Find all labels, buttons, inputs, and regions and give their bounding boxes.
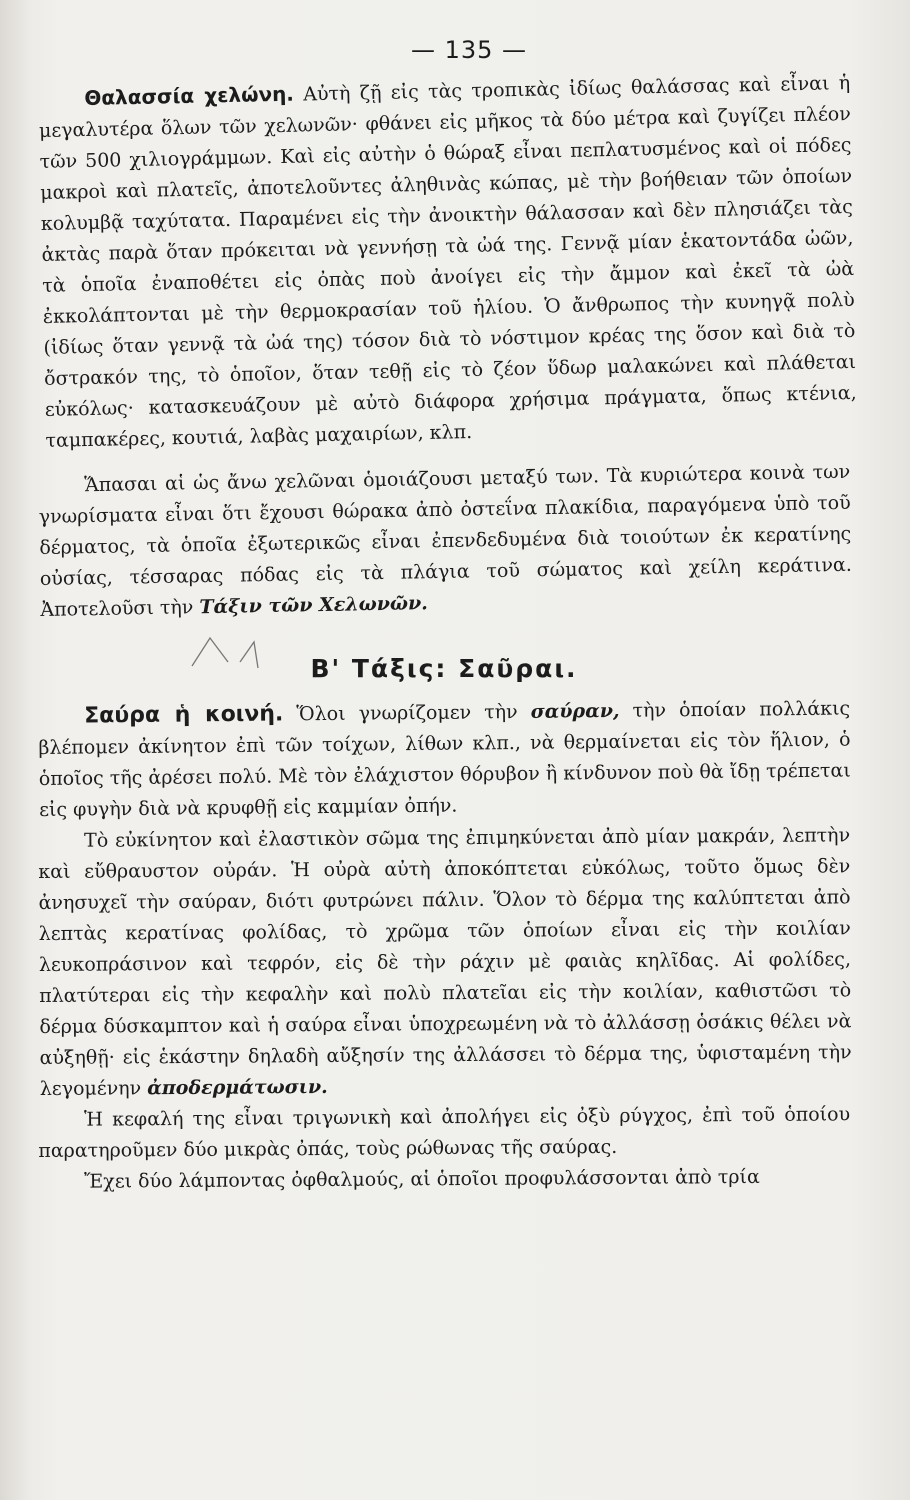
lizard-term: σαύραν,: [530, 699, 620, 723]
common-lizard-text-a: Ὅλοι γνωρίζομεν τὴν: [296, 700, 518, 726]
molting-term: ἀποδερμάτωσιν.: [147, 1075, 328, 1100]
common-lizard-text-b: τὴν ὁποίαν πολλάκις βλέπομεν ἀκίνητον ἐπὶ τῶν τοίχων, λίθων κλπ., νὰ θερμαίνεται εἰς τὸν ἥλιον, ὁ ὁποῖος τῆς ἀρέσει πολύ. Μὲ τὸν ἐλάχιστον θόρυβον ἢ κίνδυνον ποὺ θὰ ἴδῃ τρέπεται εἰς φυγὴν διὰ νὰ κρυφθῇ εἰς καμμίαν ὀπήν.: [38, 697, 851, 821]
section-title-text: Β' Τάξις: Σαῦραι.: [310, 654, 578, 683]
common-lizard-paragraph: [38, 692, 851, 825]
turtles-summary-text: Ἅπασαι αἱ ὡς ἄνω χελῶναι ὁμοιάζουσι μεταξύ των. Τὰ κυριώτερα κοινὰ των γνωρίσματα εἶναι ὅτι ἔχουσι θώρακα ἀπὸ ὀστεΐνα πλακίδια, παραγόμενα ὑπὸ τοῦ δέρματος, τὰ ὁποῖα ἐξωτερικῶς εἶναι ἐπενδεδυμένα διὰ τοιούτων ἐκ κερατίνης οὐσίας, τέσσαρας πόδας εἰς τὰ πλάγια τοῦ σώματος καὶ χείλη κεράτινα. Ἀποτελοῦσι τὴν: [38, 460, 852, 621]
pencil-annotation-icon: [188, 632, 298, 672]
lizard-eyes-text: Ἔχει δύο λάμποντας ὀφθαλμούς, αἱ ὁποῖοι προφυλάσσονται ἀπὸ τρία: [84, 1165, 760, 1193]
lizard-body-paragraph: [38, 820, 852, 1105]
lizard-body-text: Τὸ εὐκίνητον καὶ ἐλαστικὸν σῶμα της ἐπιμηκύνεται ἀπὸ μίαν μακράν, λεπτὴν καὶ εὔθραυστον οὐράν. Ἡ οὐρὰ αὐτὴ ἀποκόπτεται εὐκόλως, τοῦτο ὅμως δὲν ἀνησυχεῖ τὴν σαύραν, διότι φυτρώνει πάλιν. Ὅλον τὸ δέρμα της καλύπτεται ἀπὸ λεπτὰς κερατίνας φολίδας, τὸ χρῶμα τῶν ὁποίων εἶναι εἰς τὴν κοιλίαν λευκοπράσινον καὶ τεφρόν, εἰς δὲ τὴν ράχιν μὲ φαιὰς κηλῖδας. Αἱ φολίδες, πλατύτεραι εἰς τὴν κεφαλὴν καὶ πολὺ πλατεῖαι εἰς τὴν κοιλίαν, καθιστῶσι τὸ δέρμα δύσκαμπτον καὶ ἡ σαύρα εἶναι ὑποχρεωμένη νὰ τὸ ἀλλάσσῃ ὁσάκις θέλει νὰ αὐξηθῇ· εἰς ἑκάστην δηλαδὴ αὔξησίν της ἀλλάσσει τὸ δέρμα της, ὑφισταμένη τὴν λεγομένην: [38, 824, 852, 1100]
lizard-head-paragraph: [38, 1099, 850, 1167]
section-title-lizards: [38, 654, 850, 683]
common-lizard-heading: Σαύρα ἡ κοινή.: [84, 701, 284, 729]
sea-turtle-heading: Θαλασσία χελώνη.: [84, 81, 295, 111]
lizard-head-text: Ἡ κεφαλή της εἶναι τριγωνικὴ καὶ ἀπολήγει εἰς ὀξὺ ρύγχος, ἐπὶ τοῦ ὁποίου παρατηροῦμεν δύο μικρὰς ὀπάς, τοὺς ρώθωνας τῆς σαύρας.: [38, 1103, 851, 1162]
turtles-summary-paragraph: [38, 457, 853, 626]
sea-turtle-paragraph: [38, 67, 858, 457]
page-number: — 135 —: [410, 36, 528, 64]
sea-turtle-text: Αὐτὴ ζῇ εἰς τὰς τροπικὰς ἰδίως θαλάσσας καὶ εἶναι ἡ μεγαλυτέρα ὅλων τῶν χελωνῶν· φθάνει εἰς μῆκος τὰ δύο μέτρα καὶ ζυγίζει πλέον τῶν 500 χιλιογράμμων. Καὶ εἰς αὐτὴν ὁ θώραξ εἶναι πεπλατυσμένος καὶ οἱ πόδες μακροὶ καὶ πλατεῖς, ἀποτελοῦντες ἀληθινὰς κώπας, μὲ τὴν βοήθειαν τῶν ὁποίων κολυμβᾷ ταχύτατα. Παραμένει εἰς τὴν ἀνοικτὴν θάλασσαν καὶ δὲν πλησιάζει τὰς ἀκτὰς παρὰ ὅταν πρόκειται νὰ γεννήσῃ τὰ ὠά της. Γεννᾷ μίαν ἑκατοντάδα ὠῶν, τὰ ὁποῖα ἐναποθέτει εἰς ὀπὰς ποὺ ἀνοίγει εἰς τὴν ἄμμον καὶ ἐκεῖ τὰ ὠὰ ἐκκολάπτονται μὲ τὴν θερμοκρασίαν τοῦ ἡλίου. Ὁ ἄνθρωπος τὴν κυνηγᾷ πολὺ (ἰδίως ὅταν γεννᾷ τὰ ὠά της) τόσον διὰ τὸ νόστιμον κρέας της ὅσον καὶ διὰ τὸ ὄστρακόν της, τὸ ὁποῖον, ὅταν τεθῇ εἰς τὸ ζέον ὕδωρ μαλακώνει καὶ πλάθεται εὐκόλως· κατασκευάζουν μὲ αὐτὸ διάφορα χρήσιμα πράγματα, ὅπως κτένια, ταμπακέρες, κουτιά, λαβὰς μαχαιρίων, κλπ.: [38, 71, 857, 452]
lizard-eyes-paragraph: [38, 1161, 850, 1198]
order-turtles-term: Τάξιν τῶν Χελωνῶν.: [199, 592, 429, 619]
